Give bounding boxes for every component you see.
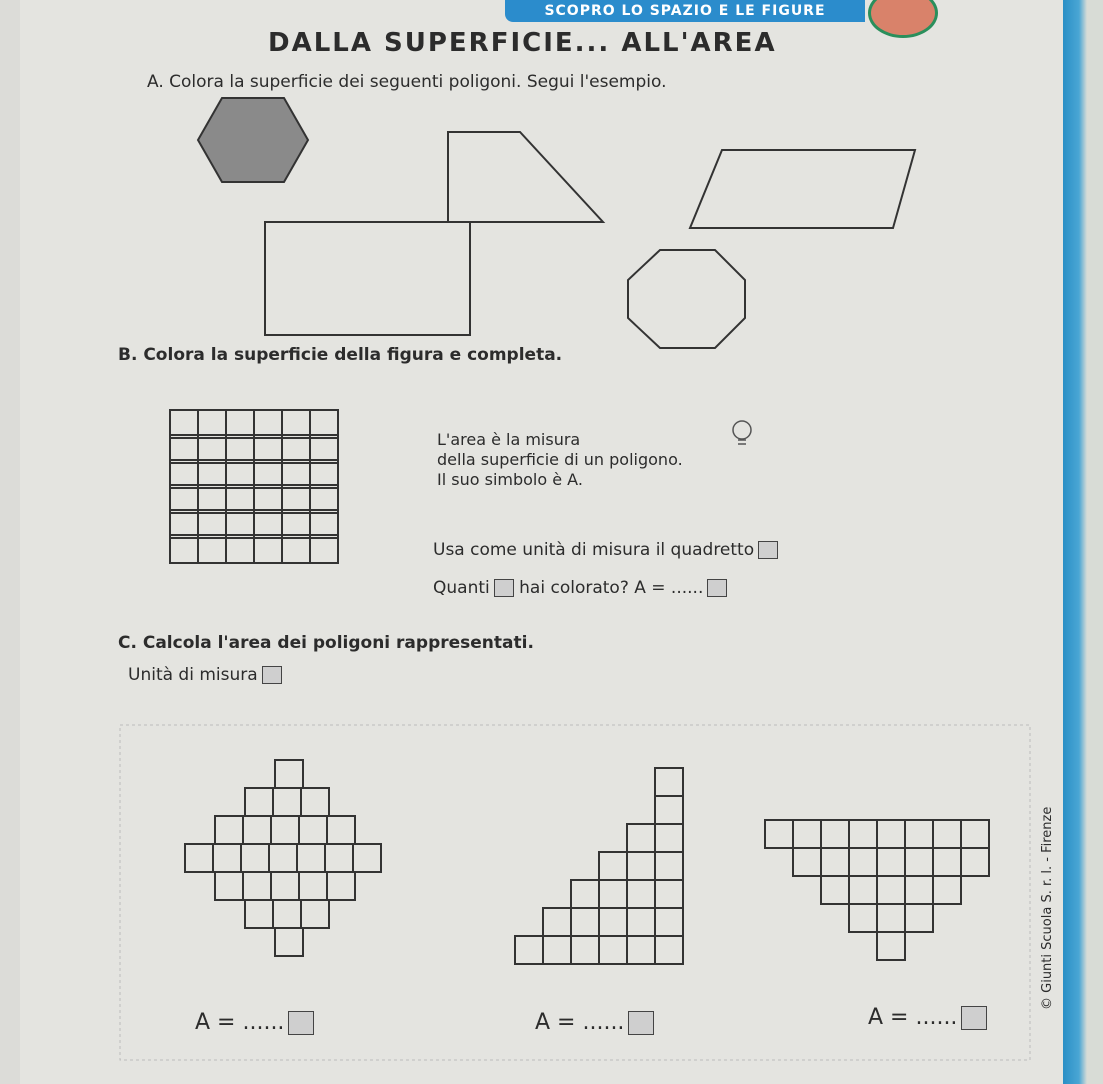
grid-cell <box>599 908 627 936</box>
grid-cell <box>543 908 571 936</box>
grid-cell <box>198 485 226 513</box>
grid-cell <box>905 820 933 848</box>
grid-cell <box>282 435 310 463</box>
grid-cell <box>821 820 849 848</box>
grid-cell <box>655 936 683 964</box>
grid-cell <box>599 852 627 880</box>
exercise-c-instruction: C. Calcola l'area dei poligoni rappresentati. <box>118 633 534 653</box>
grid-cell <box>599 880 627 908</box>
grid-cell <box>245 788 273 816</box>
grid-cell <box>241 844 269 872</box>
grid-cell <box>254 460 282 488</box>
grid-cell <box>793 848 821 876</box>
answer-2: A = ...... <box>535 1010 625 1035</box>
grid-cell <box>905 904 933 932</box>
grid-cell <box>933 848 961 876</box>
grid-cell <box>275 760 303 788</box>
grid-cell <box>282 510 310 538</box>
grid-cell <box>933 876 961 904</box>
grid-cell <box>226 510 254 538</box>
grid-cell <box>226 460 254 488</box>
copyright: © Giunti Scuola S. r. l. - Firenze <box>1040 806 1055 1010</box>
grid-cell <box>849 904 877 932</box>
unit-square-icon <box>494 579 514 597</box>
grid-cell <box>310 410 338 438</box>
exercise-b-instruction: B. Colora la superficie della figura e completa. <box>118 345 563 365</box>
question-text: hai colorato? A = ...... <box>519 578 704 598</box>
grid-cell <box>543 936 571 964</box>
grid-cell <box>198 435 226 463</box>
grid-cell <box>655 768 683 796</box>
page-title: DALLA SUPERFICIE... ALL'AREA <box>268 28 777 58</box>
grid-cell <box>254 510 282 538</box>
info-line-2: della superficie di un poligono. <box>437 450 683 469</box>
grid-cell <box>215 872 243 900</box>
lightbulb-icon <box>733 421 751 444</box>
grid-cell <box>226 435 254 463</box>
grid-cell <box>655 852 683 880</box>
figure-staircase <box>515 768 683 964</box>
grid-cell <box>254 435 282 463</box>
grid-cell <box>275 928 303 956</box>
grid-cell <box>571 880 599 908</box>
grid-cell <box>226 535 254 563</box>
unit-instruction: Usa come unità di misura il quadretto <box>433 540 755 560</box>
grid-cell <box>273 788 301 816</box>
grid-figure-b <box>170 410 338 563</box>
unit-square-icon <box>961 1006 987 1030</box>
grid-cell <box>905 848 933 876</box>
grid-cell <box>310 485 338 513</box>
figure-diamond <box>185 760 381 956</box>
grid-cell <box>655 880 683 908</box>
grid-cell <box>933 820 961 848</box>
grid-cell <box>301 788 329 816</box>
grid-cell <box>877 876 905 904</box>
grid-cell <box>793 820 821 848</box>
unit-square-icon <box>288 1011 314 1035</box>
grid-cell <box>310 510 338 538</box>
grid-cell <box>213 844 241 872</box>
grid-cell <box>599 936 627 964</box>
unit-square-icon <box>262 666 282 684</box>
grid-cell <box>310 435 338 463</box>
grid-cell <box>821 848 849 876</box>
trapezoid <box>448 132 603 222</box>
grid-cell <box>198 460 226 488</box>
grid-cell <box>765 820 793 848</box>
grid-cell <box>353 844 381 872</box>
grid-cell <box>282 535 310 563</box>
grid-cell <box>627 908 655 936</box>
answer-1: A = ...... <box>195 1010 285 1035</box>
unit-square-icon <box>758 541 778 559</box>
grid-cell <box>198 535 226 563</box>
grid-cell <box>170 410 198 438</box>
chapter-banner: SCOPRO LO SPAZIO E LE FIGURE <box>505 0 865 22</box>
grid-cell <box>515 936 543 964</box>
grid-cell <box>185 844 213 872</box>
grid-cell <box>877 848 905 876</box>
grid-cell <box>327 872 355 900</box>
grid-cell <box>271 872 299 900</box>
exercise-a-instruction: A. Colora la superficie dei seguenti poligoni. Segui l'esempio. <box>147 72 667 92</box>
grid-cell <box>245 900 273 928</box>
grid-cell <box>170 460 198 488</box>
grid-cell <box>877 904 905 932</box>
figure-inverted-triangle <box>765 820 989 960</box>
answer-3: A = ...... <box>868 1005 958 1030</box>
grid-cell <box>170 510 198 538</box>
grid-cell <box>254 485 282 513</box>
grid-cell <box>273 900 301 928</box>
grid-cell <box>269 844 297 872</box>
grid-cell <box>627 824 655 852</box>
grid-cell <box>655 796 683 824</box>
grid-cell <box>226 485 254 513</box>
grid-cell <box>571 936 599 964</box>
grid-cell <box>299 816 327 844</box>
info-line-3: Il suo simbolo è A. <box>437 470 583 489</box>
grid-cell <box>877 820 905 848</box>
grid-cell <box>310 535 338 563</box>
grid-cell <box>627 880 655 908</box>
grid-cell <box>226 410 254 438</box>
grid-cell <box>243 816 271 844</box>
hexagon-example <box>198 98 308 182</box>
grid-cell <box>170 485 198 513</box>
grid-cell <box>905 876 933 904</box>
grid-cell <box>627 852 655 880</box>
grid-cell <box>849 848 877 876</box>
grid-cell <box>877 932 905 960</box>
grid-cell <box>655 908 683 936</box>
unit-square-icon <box>707 579 727 597</box>
grid-cell <box>655 824 683 852</box>
grid-cell <box>571 908 599 936</box>
unit-square-icon <box>628 1011 654 1035</box>
grid-cell <box>282 485 310 513</box>
grid-cell <box>627 936 655 964</box>
grid-cell <box>215 816 243 844</box>
grid-cell <box>282 460 310 488</box>
grid-cell <box>961 848 989 876</box>
grid-cell <box>170 535 198 563</box>
grid-cell <box>310 460 338 488</box>
grid-cell <box>254 410 282 438</box>
grid-cell <box>849 876 877 904</box>
grid-cell <box>327 816 355 844</box>
grid-cell <box>198 510 226 538</box>
grid-cell <box>849 820 877 848</box>
grid-cell <box>301 900 329 928</box>
octagon <box>628 250 745 348</box>
info-line-1: L'area è la misura <box>437 430 581 449</box>
grid-cell <box>170 435 198 463</box>
grid-cell <box>254 535 282 563</box>
grid-cell <box>243 872 271 900</box>
grid-cell <box>271 816 299 844</box>
grid-cell <box>198 410 226 438</box>
rectangle <box>265 222 470 335</box>
parallelogram <box>690 150 915 228</box>
grid-cell <box>325 844 353 872</box>
question-prefix: Quanti <box>433 578 490 598</box>
grid-cell <box>282 410 310 438</box>
unit-label: Unità di misura <box>128 665 258 685</box>
grid-cell <box>299 872 327 900</box>
grid-cell <box>297 844 325 872</box>
grid-cell <box>961 820 989 848</box>
grid-cell <box>821 876 849 904</box>
